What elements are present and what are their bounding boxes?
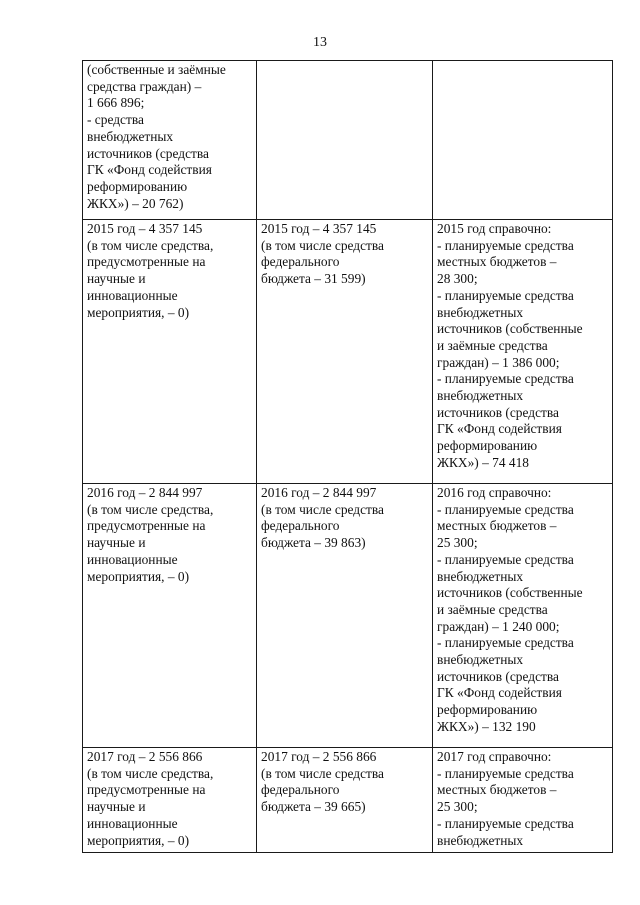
cell-federal-funding: 2016 год – 2 844 997 (в том числе средства федерального бюджета – 39 863) <box>257 484 433 748</box>
table-row <box>83 220 613 484</box>
table-row <box>83 61 613 220</box>
table-row <box>83 484 613 748</box>
cell-total-funding: (собственные и заёмные средства граждан) – 1 666 896; - средства внебюджетных источников (средства ГК «Фонд содействия реформированию ЖКХ») – 20 762) <box>83 61 257 220</box>
table-row <box>83 748 613 853</box>
cell-federal-funding <box>257 61 433 220</box>
cell-federal-funding: 2017 год – 2 556 866 (в том числе средства федерального бюджета – 39 665) <box>257 748 433 853</box>
cell-total-funding: 2016 год – 2 844 997 (в том числе средства, предусмотренные на научные и инновационные мероприятия, – 0) <box>83 484 257 748</box>
cell-reference-funding: 2015 год справочно: - планируемые средства местных бюджетов – 28 300; - планируемые средства внебюджетных источников (собственные и заёмные средства граждан) – 1 386 000; - планируемые средства внебюджетных источников (средства ГК «Фонд содействия реформированию ЖКХ») – 74 418 <box>433 220 613 484</box>
cell-total-funding: 2017 год – 2 556 866 (в том числе средства, предусмотренные на научные и инновационные мероприятия, – 0) <box>83 748 257 853</box>
cell-reference-funding: 2016 год справочно: - планируемые средства местных бюджетов – 25 300; - планируемые средства внебюджетных источников (собственные и заёмные средства граждан) – 1 240 000; - планируемые средства внебюджетных источников (средства ГК «Фонд содействия реформированию ЖКХ») – 132 190 <box>433 484 613 748</box>
cell-federal-funding: 2015 год – 4 357 145 (в том числе средства федерального бюджета – 31 599) <box>257 220 433 484</box>
page-number: 13 <box>313 35 327 50</box>
funding-table <box>82 60 613 853</box>
cell-total-funding: 2015 год – 4 357 145 (в том числе средства, предусмотренные на научные и инновационные мероприятия, – 0) <box>83 220 257 484</box>
cell-reference-funding: 2017 год справочно: - планируемые средства местных бюджетов – 25 300; - планируемые средства внебюджетных <box>433 748 613 853</box>
cell-reference-funding <box>433 61 613 220</box>
